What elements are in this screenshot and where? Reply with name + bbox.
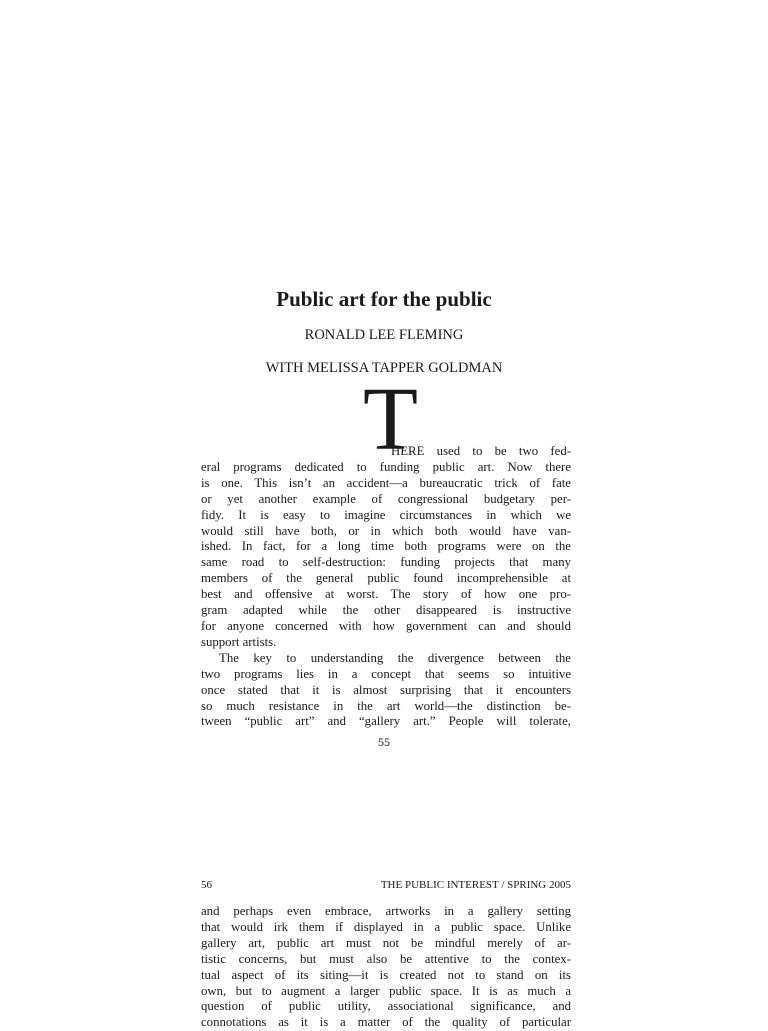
text-line: gallery art, public art must not be mindful merely of ar- — [201, 935, 571, 950]
text-line: question of public utility, associational significance, and — [201, 999, 571, 1014]
journal-issue: THE PUBLIC INTEREST / SPRING 2005 — [380, 879, 571, 891]
text-line: connotations as it is a matter of the quality of particular — [201, 1015, 571, 1030]
page-number-bottom: 55 — [378, 735, 390, 749]
text-line: ished. In fact, for a long time both programs were on the — [201, 539, 571, 554]
text-line: so much resistance in the art world—the distinction be- — [201, 698, 571, 713]
page-number-top: 56 — [201, 879, 212, 891]
text-line: support artists. — [201, 634, 277, 649]
author-byline: RONALD LEE FLEMING — [304, 327, 464, 343]
text-line: gram adapted while the other disappeared is instructive — [201, 603, 571, 618]
text-line: would still have both, or in which both would have van- — [201, 523, 571, 538]
page1-body-text — [201, 444, 571, 730]
text-line: eral programs dedicated to funding public art. Now there — [201, 459, 571, 474]
text-line: HERE used to be two fed- — [391, 444, 571, 458]
running-head — [201, 879, 571, 891]
text-line: same road to self-destruction: funding projects that many — [201, 555, 571, 570]
text-line: tween “public art” and “gallery art.” People will tolerate, — [201, 714, 571, 729]
text-line: once stated that it is almost surprising that it encounters — [201, 682, 571, 697]
coauthor-byline: WITH MELISSA TAPPER GOLDMAN — [265, 360, 503, 376]
text-line: two programs lies in a concept that seems so intuitive — [201, 666, 571, 681]
text-line: is one. This isn’t an accident—a bureaucratic trick of fate — [201, 475, 571, 490]
text-line: The key to understanding the divergence between the — [219, 650, 571, 665]
page2-body-text — [201, 904, 571, 1031]
text-line: own, but to augment a larger public space. It is as much a — [201, 983, 571, 998]
text-line: for anyone concerned with how government can and should — [201, 618, 571, 633]
text-line: and perhaps even embrace, artworks in a gallery setting — [201, 904, 571, 918]
text-line: that would irk them if displayed in a public space. Unlike — [201, 919, 571, 934]
article-title: Public art for the public — [276, 287, 492, 311]
text-line: or yet another example of congressional budgetary per- — [201, 491, 571, 506]
text-line: tual aspect of its siting—it is created not to stand on its — [201, 967, 571, 982]
drop-cap: T — [363, 370, 418, 469]
text-line: members of the general public found incomprehensible at — [201, 571, 571, 586]
text-line: best and offensive at worst. The story of how one pro- — [201, 587, 571, 602]
text-line: fidy. It is easy to imagine circumstances in which we — [201, 507, 571, 522]
text-line: tistic concerns, but must also be attentive to the contex- — [201, 951, 571, 966]
